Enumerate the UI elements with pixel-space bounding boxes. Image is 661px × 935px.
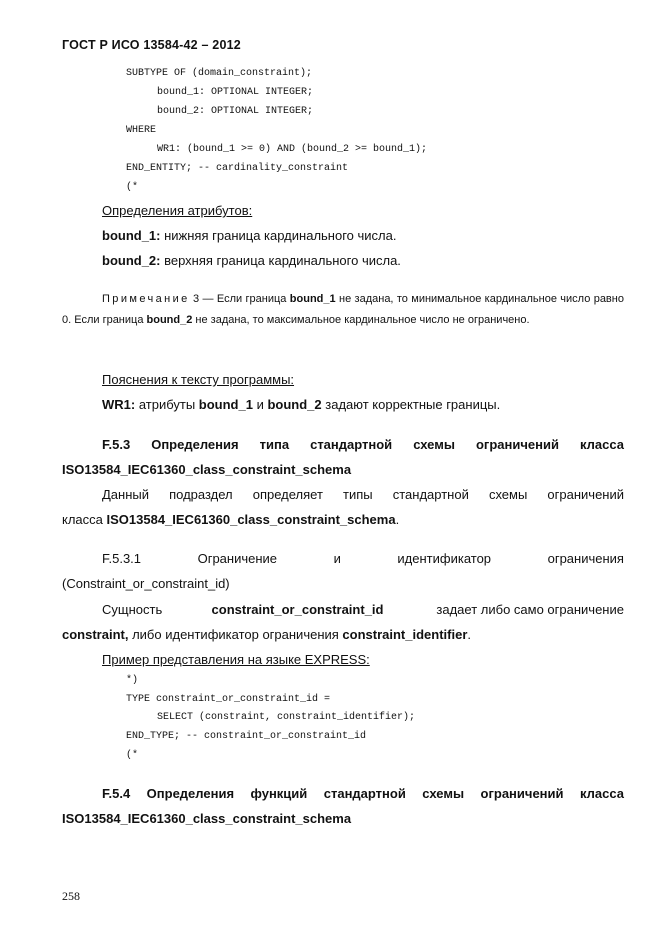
attribute-text: верхняя граница кардинального числа. [160,253,401,268]
heading-word: идентификатор [397,551,492,566]
code-line: *) [126,675,139,686]
heading-word: и [333,551,341,566]
page-number: 258 [62,889,80,903]
heading-word: Ограничение [197,551,278,566]
heading-word: ограничения [547,551,624,566]
example-heading: Пример представления на языке EXPRESS: [102,652,370,667]
attributes-heading: Определения атрибутов: [102,203,253,218]
note-label: Примечание [102,293,190,305]
section-heading-f531-english: (Constraint_or_constraint_id) [62,576,230,591]
code-line: (* [126,182,139,193]
note-keyword: bound_2 [146,314,193,326]
attribute-bound-2 [102,253,401,268]
code-line: (* [126,750,139,761]
explanations-heading: Пояснения к тексту программы: [102,372,295,387]
note-text: не задана, то минимальное кардинальное число равно 0. Если граница [62,293,624,326]
section-heading-f53: F.5.3 Определения типа стандартной схемы ограничений класса [102,437,624,452]
note-number: 3 — [189,293,217,305]
schema-name: ISO13584_IEC61360_class_constraint_schema [106,512,396,527]
paragraph-line [62,512,399,527]
section-heading-f54: F.5.4 Определения функций стандартной схемы ограничений класса [102,786,624,801]
paragraph-text: класса [62,512,107,527]
code-line: WR1: (bound_1 >= 0) AND (bound_2 >= bound_1); [157,144,428,155]
entity-name: constraint_or_constraint_id [211,602,384,617]
paragraph-line [102,602,624,617]
note-paragraph [62,289,624,331]
note-keyword: bound_1 [289,293,336,305]
rule-keyword: bound_2 [267,397,322,412]
rule-text: задают корректные границы. [321,397,501,412]
paragraph-text: . [395,512,400,527]
paragraph-line: Данный подраздел определяет типы стандартной схемы ограничений [102,487,624,502]
document-header: ГОСТ Р ИСО 13584-42 – 2012 [62,38,241,52]
paragraph-text: задает либо само ограничение [432,602,624,617]
paragraph-text: Сущность [102,602,163,617]
entity-name: constraint_identifier [342,627,468,642]
paragraph-text: . [467,627,472,642]
entity-name: constraint, [62,627,129,642]
rule-label: WR1: [102,397,136,412]
code-line: SELECT (constraint, constraint_identifier); [157,712,416,723]
attribute-term: bound_1: [102,228,161,243]
code-line: TYPE constraint_or_constraint_id = [126,694,331,705]
rule-text: атрибуты [135,397,199,412]
attribute-bound-1 [102,228,396,243]
code-line: WHERE [126,125,157,136]
rule-text: и [252,397,268,412]
code-line: END_ENTITY; -- cardinality_constraint [126,163,349,174]
rule-keyword: bound_1 [198,397,253,412]
note-text: Если граница [216,293,290,305]
section-heading-f53-schema: ISO13584_IEC61360_class_constraint_schema [62,462,352,477]
heading-word: F.5.3.1 [102,551,142,566]
paragraph-line [62,627,471,642]
paragraph-text: либо идентификатор ограничения [128,627,343,642]
attribute-text: нижняя граница кардинального числа. [160,228,397,243]
section-heading-f54-schema: ISO13584_IEC61360_class_constraint_schema [62,811,352,826]
code-line: bound_1: OPTIONAL INTEGER; [157,87,314,98]
code-line: END_TYPE; -- constraint_or_constraint_id [126,731,367,742]
attribute-term: bound_2: [102,253,161,268]
section-heading-f531 [102,551,624,566]
explanation-wr1 [102,397,500,412]
code-line: bound_2: OPTIONAL INTEGER; [157,106,314,117]
code-line: SUBTYPE OF (domain_constraint); [126,68,313,79]
note-text: не задана, то максимальное кардинальное число не ограничено. [192,314,530,326]
